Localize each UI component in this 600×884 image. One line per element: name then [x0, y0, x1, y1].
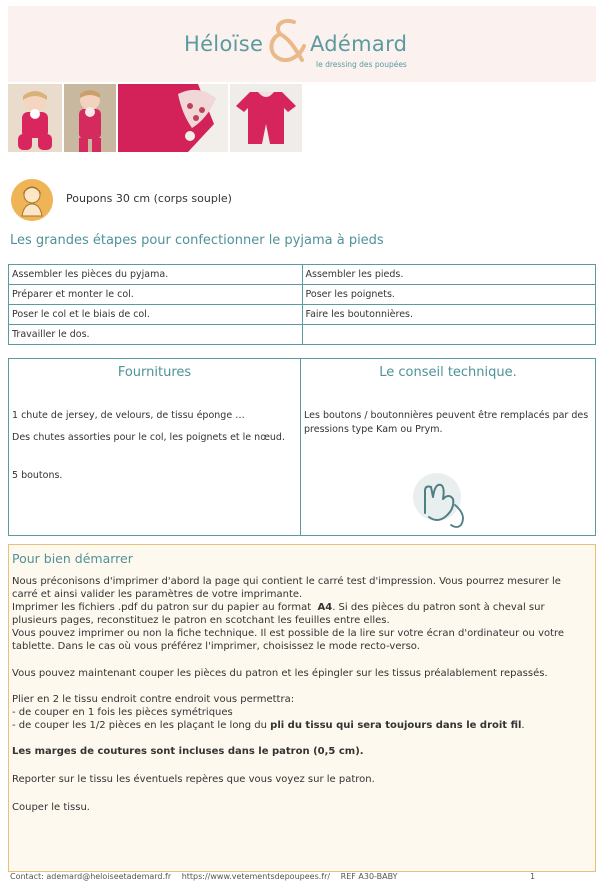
- paragraph: Vous pouvez imprimer ou non la fiche technique. Il est possible de la lire sur votre écran d'ordinateur ou votre tablette. Dans le cas où vous préférez l'imprimer, choisissez le mode recto-verso.: [12, 628, 565, 652]
- pyjama-collar-closeup: [118, 84, 228, 152]
- paragraph: Couper le tissu.: [12, 802, 90, 813]
- paragraph: Reporter sur le tissu les éventuels repères que vous voyez sur le patron.: [12, 774, 375, 785]
- doll-icon: [10, 178, 54, 222]
- step-cell: Poser le col et le biais de col.: [9, 305, 303, 325]
- doll-size-label: Poupons 30 cm (corps souple): [66, 192, 232, 205]
- brand-name-left: Héloïse: [184, 32, 264, 56]
- step-cell: Préparer et monter le col.: [9, 285, 303, 305]
- text-run: .: [521, 720, 525, 731]
- table-row: [9, 265, 596, 285]
- text-run: - de couper les 1/2 pièces en les plaçant le long du: [12, 720, 267, 731]
- brand-tagline: le dressing des poupées: [316, 60, 407, 69]
- step-cell: Poser les poignets.: [302, 285, 596, 305]
- paragraph: [12, 601, 589, 627]
- tip-title: Le conseil technique.: [379, 365, 517, 380]
- doll-photo-sitting: [8, 84, 62, 152]
- paragraph: - de couper en 1 fois les pièces symétriques: [12, 707, 233, 718]
- page-header: [8, 6, 596, 82]
- page-footer: [10, 872, 590, 881]
- text-run: pli du tissu qui sera toujours dans le droit fil: [270, 720, 522, 731]
- page-number: 1: [530, 872, 536, 881]
- supply-item: Des chutes assorties pour le col, les poignets et le nœud.: [12, 432, 285, 443]
- supply-item: 1 chute de jersey, de velours, de tissu éponge …: [12, 410, 245, 421]
- paragraph: Les marges de coutures sont incluses dans le patron (0,5 cm).: [12, 746, 364, 757]
- table-row: [9, 305, 596, 325]
- paragraph: Nous préconisons d'imprimer d'abord la page qui contient le carré test d'impression. Vous pourrez mesurer le carré et ainsi valider les paramètres de votre imprimante.: [12, 576, 561, 600]
- sewing-hand-icon: [411, 469, 471, 531]
- ampersand-logo-icon: [264, 16, 312, 66]
- step-cell: [302, 325, 596, 345]
- steps-table: [8, 264, 596, 345]
- supplies-title: Fournitures: [117, 365, 192, 380]
- getting-started-title: Pour bien démarrer: [12, 551, 133, 566]
- steps-title: Les grandes étapes pour confectionner le pyjama à pieds: [10, 233, 384, 248]
- paragraph: Plier en 2 le tissu endroit contre endroit vous permettra:: [12, 694, 295, 705]
- brand-logo: [184, 24, 434, 80]
- footer-url: https://www.vetementsdepoupees.fr/: [181, 872, 331, 881]
- getting-started-box: [8, 544, 596, 872]
- footer-ref: REF A30-BABY: [340, 872, 398, 881]
- step-cell: Assembler les pieds.: [302, 265, 596, 285]
- tip-panel: [301, 358, 596, 536]
- supply-item: 5 boutons.: [12, 470, 63, 481]
- text-run: Imprimer les fichiers .pdf du patron sur du papier au format: [12, 602, 312, 613]
- paragraph: [12, 719, 589, 732]
- step-cell: Travailler le dos.: [9, 325, 303, 345]
- step-cell: Faire les boutonnières.: [302, 305, 596, 325]
- footer-contact: Contact: ademard@heloiseetademard.fr: [10, 872, 172, 881]
- step-cell: Assembler les pièces du pyjama.: [9, 265, 303, 285]
- table-row: [9, 285, 596, 305]
- supplies-panel: [8, 358, 301, 536]
- text-run: . Si des pièces du patron sont à cheval sur plusieurs pages, reconstituez le patron en scotchant les feuilles entre elles.: [12, 602, 545, 626]
- paragraph: Vous pouvez maintenant couper les pièces du patron et les épingler sur les tissus préalablement repassés.: [12, 668, 548, 679]
- brand-name-right: Adémard: [310, 32, 408, 56]
- tip-text: Les boutons / boutonnières peuvent être remplacés par des pressions type Kam ou Prym.: [304, 410, 589, 435]
- text-run: A4: [317, 602, 333, 613]
- doll-photo-standing: [64, 84, 116, 152]
- table-row: [9, 325, 596, 345]
- pyjama-flat: [230, 84, 302, 152]
